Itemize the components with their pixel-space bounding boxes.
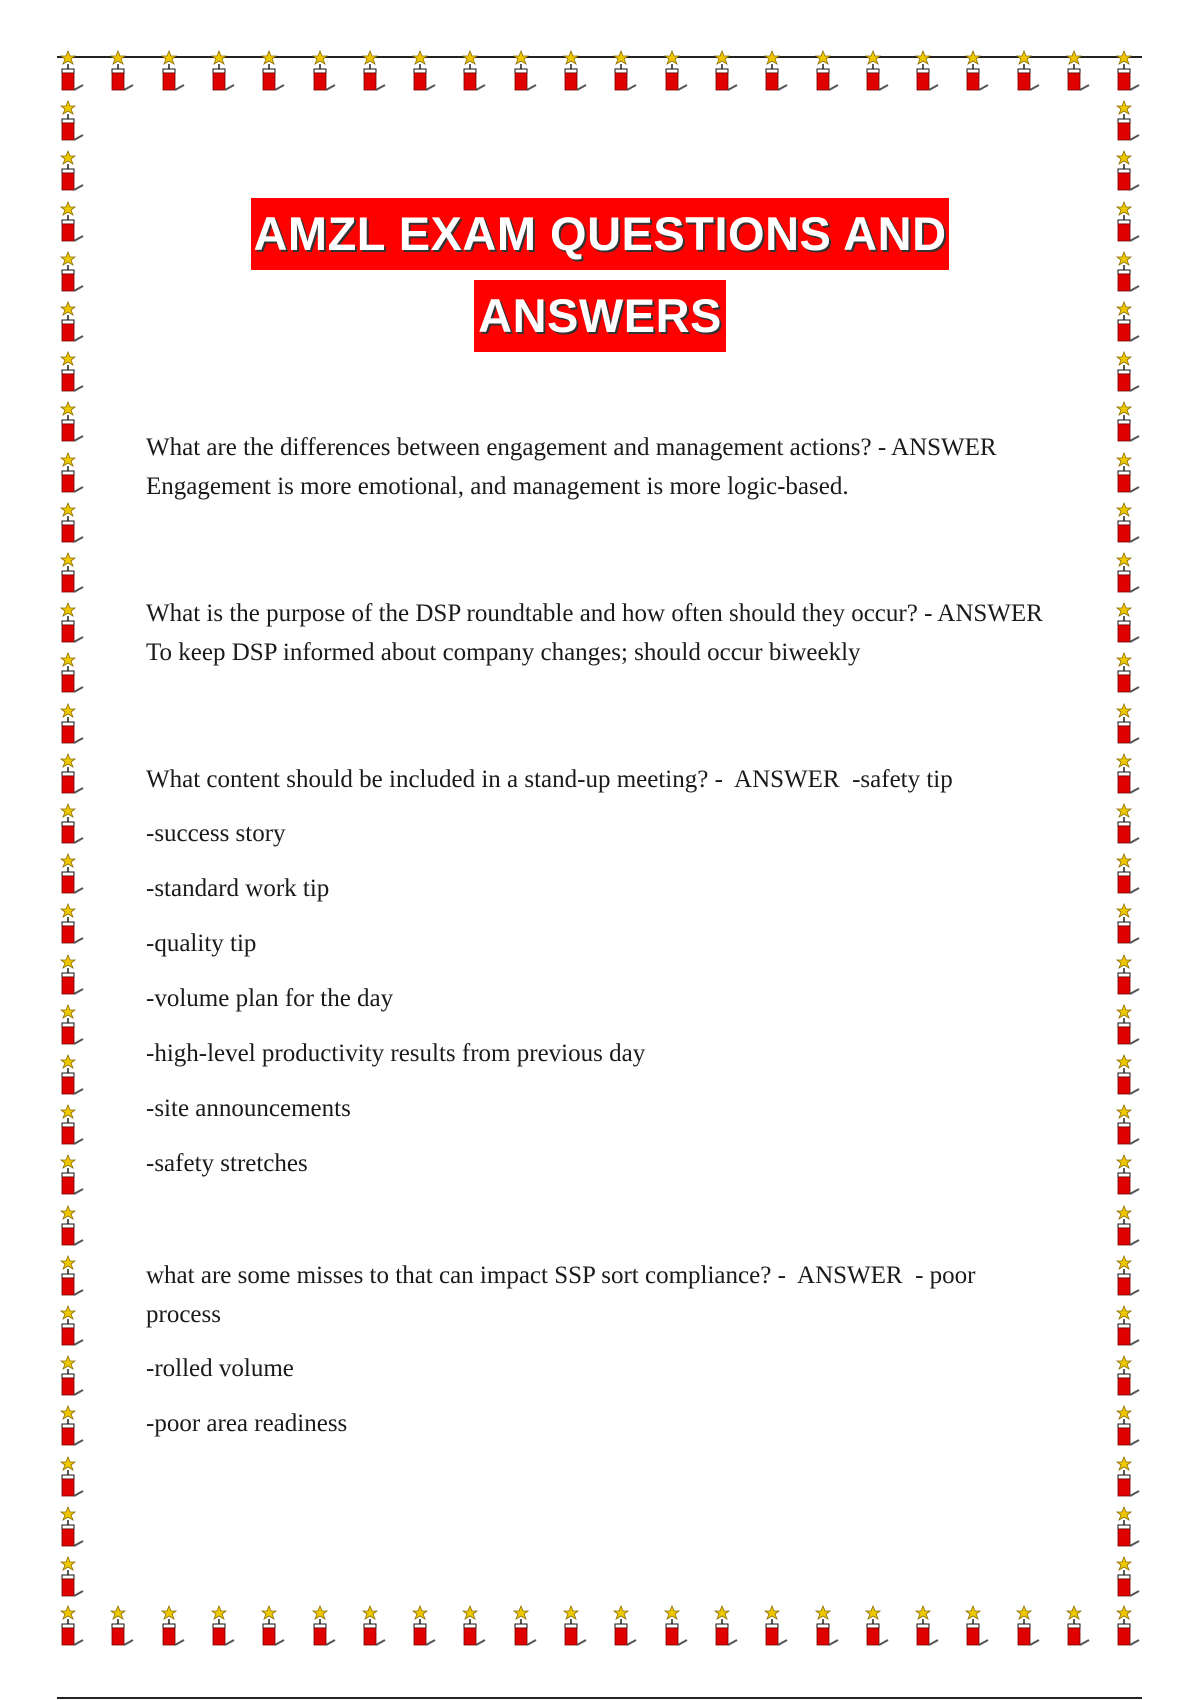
bullet-item: -volume plan for the day (146, 985, 394, 1012)
firecracker-icon (1115, 602, 1143, 648)
firecracker-icon (1115, 150, 1143, 196)
firecracker-icon (1115, 903, 1143, 949)
bullet-item: -standard work tip (146, 875, 330, 902)
firecracker-icon (1115, 100, 1143, 146)
firecracker-icon (964, 50, 992, 96)
qa-item (146, 594, 1055, 672)
firecracker-icon (864, 1605, 892, 1651)
firecracker-icon (663, 50, 691, 96)
firecracker-icon (461, 1605, 489, 1651)
firecracker-icon (59, 150, 87, 196)
firecracker-icon (59, 1255, 87, 1301)
bullet-item: -site announcements (146, 1095, 351, 1122)
firecracker-icon (59, 753, 87, 799)
title-line-1: AMZL EXAM QUESTIONS AND (251, 198, 948, 270)
firecracker-icon (562, 50, 590, 96)
qa-text: What is the purpose of the DSP roundtable and how often should they occur? - ANSWER To keep DSP informed about company changes; should occur biweekly (146, 600, 1055, 666)
firecracker-icon (59, 903, 87, 949)
firecracker-icon (914, 1605, 942, 1651)
bullet-item: -safety stretches (146, 1150, 308, 1177)
firecracker-icon (59, 1355, 87, 1401)
firecracker-icon (160, 50, 188, 96)
firecracker-icon (512, 50, 540, 96)
firecracker-icon (59, 803, 87, 849)
firecracker-icon (59, 1154, 87, 1200)
firecracker-icon (612, 50, 640, 96)
firecracker-icon (59, 1305, 87, 1351)
firecracker-icon (814, 50, 842, 96)
firecracker-icon (1115, 1405, 1143, 1451)
firecracker-icon (59, 1556, 87, 1602)
firecracker-icon (864, 50, 892, 96)
firecracker-icon (59, 1205, 87, 1251)
firecracker-icon (763, 50, 791, 96)
qa-item (146, 428, 1046, 506)
firecracker-icon (59, 703, 87, 749)
firecracker-icon (1015, 1605, 1043, 1651)
qa-text: what are some misses to that can impact SSP sort compliance? - ANSWER - poor process (146, 1262, 982, 1328)
firecracker-icon (1115, 50, 1143, 96)
firecracker-icon (59, 602, 87, 648)
firecracker-icon (59, 100, 87, 146)
qa-content (146, 428, 1055, 1459)
firecracker-icon (59, 452, 87, 498)
firecracker-icon (59, 1605, 87, 1651)
firecracker-icon (361, 50, 389, 96)
firecracker-icon (59, 1456, 87, 1502)
firecracker-icon (612, 1605, 640, 1651)
firecracker-icon (1115, 351, 1143, 397)
firecracker-icon (1115, 803, 1143, 849)
firecracker-icon (59, 502, 87, 548)
firecracker-icon (814, 1605, 842, 1651)
title-line-2: ANSWERS (474, 280, 726, 352)
firecracker-icon (461, 50, 489, 96)
firecracker-icon (1115, 452, 1143, 498)
firecracker-icon (59, 954, 87, 1000)
firecracker-icon (1115, 1355, 1143, 1401)
firecracker-icon (1115, 853, 1143, 899)
firecracker-icon (411, 1605, 439, 1651)
firecracker-icon (663, 1605, 691, 1651)
firecracker-icon (1115, 1255, 1143, 1301)
firecracker-icon (713, 1605, 741, 1651)
qa-item (146, 760, 1046, 1183)
firecracker-icon (964, 1605, 992, 1651)
qa-text: What content should be included in a stand-up meeting? - ANSWER -safety tip (146, 766, 953, 793)
firecracker-icon (1115, 1104, 1143, 1150)
firecracker-icon (1065, 1605, 1093, 1651)
firecracker-icon (59, 1405, 87, 1451)
firecracker-icon (59, 1004, 87, 1050)
firecracker-icon (361, 1605, 389, 1651)
bullet-item: -quality tip (146, 930, 257, 957)
firecracker-icon (713, 50, 741, 96)
firecracker-icon (260, 50, 288, 96)
firecracker-icon (260, 1605, 288, 1651)
firecracker-icon (1115, 652, 1143, 698)
firecracker-icon (210, 50, 238, 96)
firecracker-icon (59, 1104, 87, 1150)
firecracker-icon (1115, 1605, 1143, 1651)
firecracker-icon (1115, 1556, 1143, 1602)
firecracker-icon (1115, 1506, 1143, 1552)
firecracker-icon (1065, 50, 1093, 96)
firecracker-icon (311, 1605, 339, 1651)
firecracker-icon (59, 50, 87, 96)
firecracker-icon (59, 652, 87, 698)
title-block (0, 198, 1200, 352)
firecracker-icon (160, 1605, 188, 1651)
firecracker-icon (59, 351, 87, 397)
firecracker-icon (1015, 50, 1043, 96)
firecracker-icon (562, 1605, 590, 1651)
firecracker-icon (59, 552, 87, 598)
firecracker-icon (1115, 1054, 1143, 1100)
firecracker-icon (1115, 1004, 1143, 1050)
firecracker-icon (914, 50, 942, 96)
firecracker-icon (1115, 753, 1143, 799)
firecracker-icon (1115, 703, 1143, 749)
firecracker-icon (109, 1605, 137, 1651)
firecracker-icon (59, 1506, 87, 1552)
firecracker-icon (59, 401, 87, 447)
firecracker-icon (1115, 1205, 1143, 1251)
firecracker-icon (1115, 1154, 1143, 1200)
firecracker-icon (210, 1605, 238, 1651)
qa-text: What are the differences between engagement and management actions? - ANSWER Engagement is more emotional, and management is more logic-based. (146, 434, 1010, 500)
firecracker-icon (1115, 502, 1143, 548)
bullet-item: -poor area readiness (146, 1410, 348, 1437)
firecracker-icon (1115, 1305, 1143, 1351)
firecracker-icon (1115, 552, 1143, 598)
firecracker-icon (311, 50, 339, 96)
qa-item (146, 1256, 1046, 1443)
firecracker-icon (411, 50, 439, 96)
firecracker-icon (59, 853, 87, 899)
bullet-item: -rolled volume (146, 1355, 294, 1382)
firecracker-icon (1115, 401, 1143, 447)
firecracker-icon (512, 1605, 540, 1651)
firecracker-icon (59, 1054, 87, 1100)
bullet-item: -high-level productivity results from previous day (146, 1040, 646, 1067)
firecracker-icon (1115, 1456, 1143, 1502)
firecracker-icon (763, 1605, 791, 1651)
firecracker-icon (109, 50, 137, 96)
bullet-item: -success story (146, 820, 286, 847)
firecracker-icon (1115, 954, 1143, 1000)
